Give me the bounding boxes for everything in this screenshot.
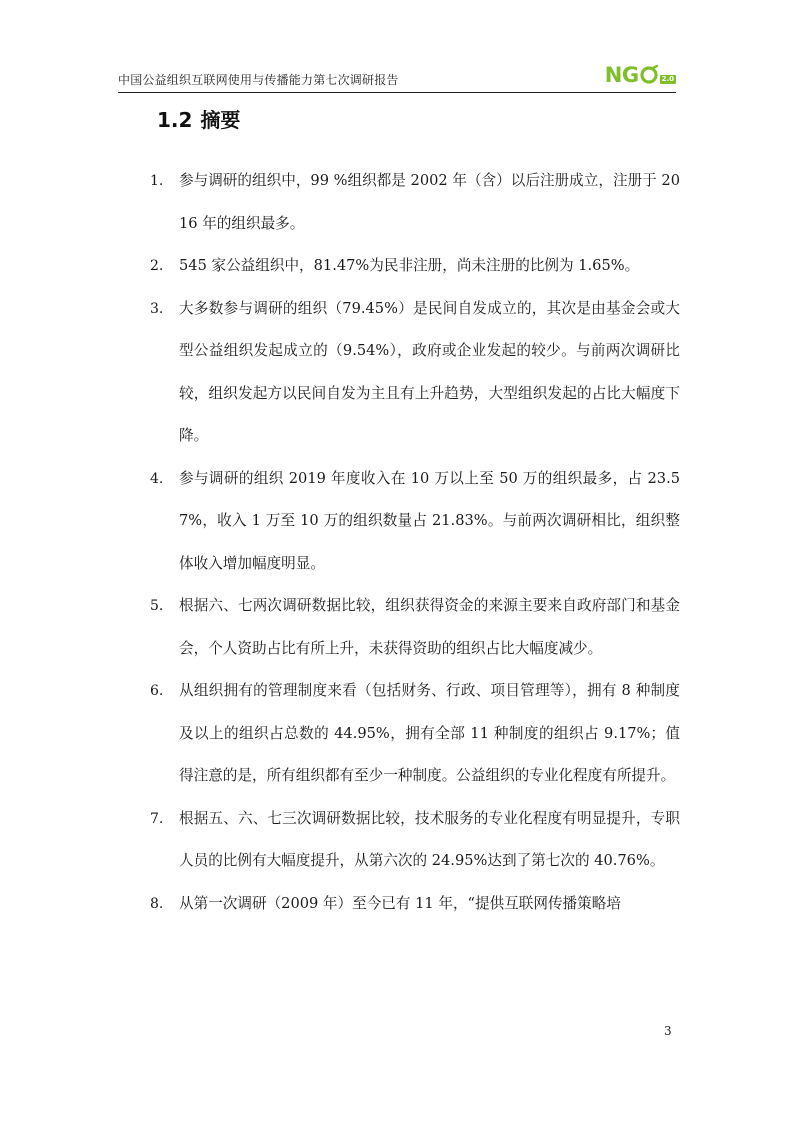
list-item-text: 参与调研的组织 2019 年度收入在 10 万以上至 50 万的组织最多，占 23.57%，收入 1 万至 10 万的组织数量占 21.83%。与前两次调研相比，组织整体收入增加幅度明显。 [179, 469, 680, 572]
logo-o-icon [639, 65, 659, 85]
list-marker: 5. [150, 598, 164, 614]
section-number: 1.2 [157, 108, 193, 132]
list-item-text: 545 家公益组织中，81.47%为民非注册，尚未注册的比例为 1.65%。 [179, 257, 640, 274]
list-marker: 3. [150, 300, 164, 317]
list-item [150, 288, 680, 458]
logo-text: NG [604, 63, 639, 87]
section-heading [157, 104, 240, 133]
page-header [118, 56, 676, 93]
list-item [150, 798, 680, 883]
list-item [150, 458, 680, 586]
logo-version-badge: 2.0 [661, 75, 674, 83]
list-item-text: 从组织拥有的管理制度来看（包括财务、行政、项目管理等），拥有 8 种制度及以上的组织占总数的 44.95%，拥有全部 11 种制度的组织占 9.17%；值得注意的是，所有组织都有至少一种制度。公益组织的专业化程度有所提升。 [179, 682, 680, 784]
list-marker: 2. [150, 258, 164, 274]
list-item-text: 大多数参与调研的组织（79.45%）是民间自发成立的，其次是由基金会或大型公益组织发起成立的（9.54%），政府或企业发起的较少。与前两次调研比较，组织发起方以民间自发为主且有上升趋势，大型组织发起的占比大幅度下降。 [179, 299, 680, 444]
list-item-text: 参与调研的组织中，99 %组织都是 2002 年（含）以后注册成立，注册于 2016 年的组织最多。 [179, 172, 680, 232]
list-marker: 1. [150, 173, 164, 189]
ngo-logo [605, 60, 676, 86]
summary-list [150, 160, 680, 925]
list-marker: 6. [150, 683, 164, 699]
list-item [150, 160, 680, 245]
list-marker: 7. [150, 810, 164, 827]
list-item [150, 585, 680, 670]
list-item [150, 245, 680, 288]
list-item [150, 883, 680, 926]
report-title: 中国公益组织互联网使用与传播能力第七次调研报告 [118, 73, 399, 87]
list-item [150, 670, 680, 798]
list-item-text: 根据六、七两次调研数据比较，组织获得资金的来源主要来自政府部门和基金会，个人资助占比有所上升，未获得资助的组织占比大幅度减少。 [179, 597, 680, 657]
page-number: 3 [664, 1024, 672, 1038]
list-marker: 8. [150, 895, 164, 912]
list-item-text: 从第一次调研（2009 年）至今已有 11 年，“提供互联网传播策略培 [179, 894, 621, 912]
list-marker: 4. [150, 470, 164, 487]
list-item-text: 根据五、六、七三次调研数据比较，技术服务的专业化程度有明显提升，专职人员的比例有大幅度提升，从第六次的 24.95%达到了第七次的 40.76%。 [179, 809, 680, 869]
section-title: 摘要 [200, 108, 241, 132]
